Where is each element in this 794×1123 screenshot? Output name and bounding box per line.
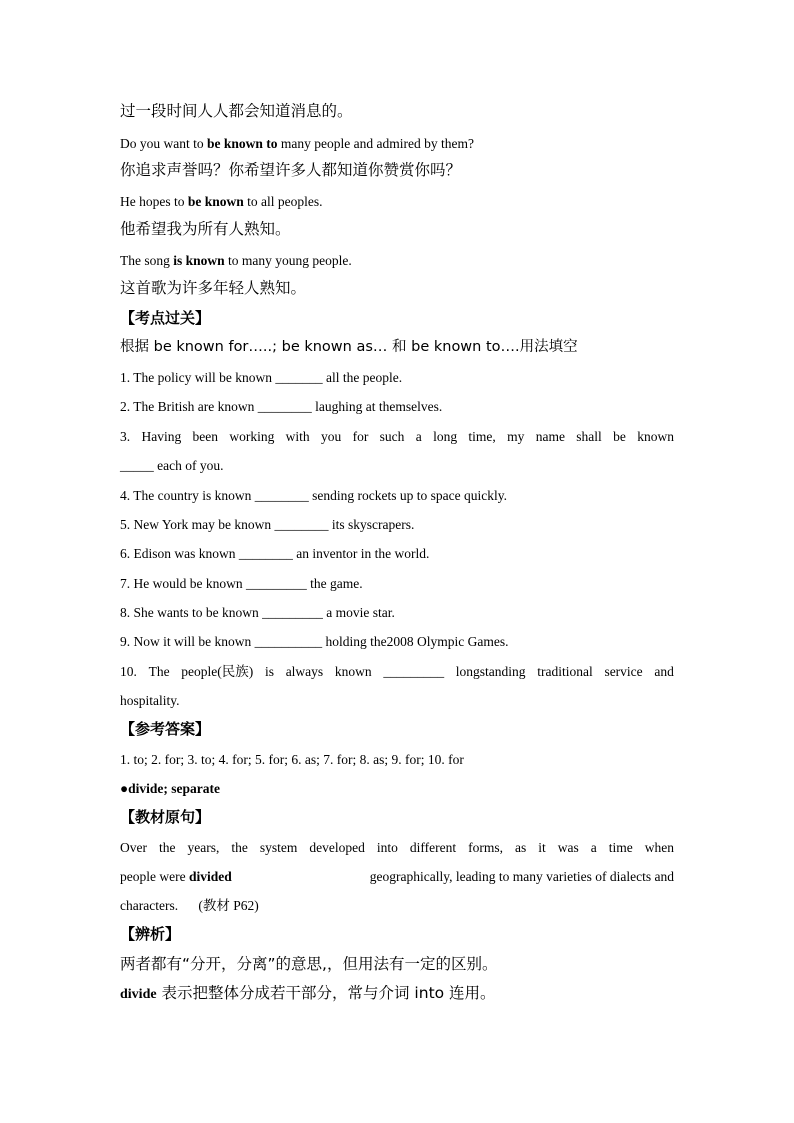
word: been	[192, 429, 219, 444]
practice-item: 8. She wants to be known _________ a movie star.	[120, 605, 395, 620]
word: known	[637, 429, 674, 444]
text-span: to many young people.	[224, 253, 352, 268]
word: Over	[120, 840, 147, 855]
section-heading-answers: 【参考答案】	[120, 720, 211, 738]
word: into	[376, 840, 398, 855]
bold-word: divide	[120, 987, 157, 1002]
practice-item: 9. Now it will be known __________ holding the2008 Olympic Games.	[120, 634, 509, 649]
text-span: He hopes to	[120, 194, 188, 209]
text-span: many people and admired by them?	[277, 136, 474, 151]
analysis-text	[120, 986, 496, 1002]
word: and	[654, 664, 674, 679]
text-span: Do you want to	[120, 136, 207, 151]
example-translation: 你追求声誉吗？你希望许多人都知道你赞赏你吗？	[120, 161, 462, 179]
word: for	[352, 429, 369, 444]
example-translation: 过一段时间人人都会知道消息的。	[120, 102, 353, 120]
word: developed	[309, 840, 365, 855]
word: was	[557, 840, 579, 855]
word: people(民族)	[181, 664, 254, 679]
textbook-sentence: characters. (教材 P62)	[120, 898, 259, 913]
word: when	[644, 840, 674, 855]
practice-item: 5. New York may be known ________ its skyscrapers.	[120, 517, 415, 532]
practice-item: 2. The British are known ________ laughing at themselves.	[120, 399, 443, 414]
word: _________	[383, 664, 445, 679]
word: Having	[141, 429, 182, 444]
practice-item: 7. He would be known _________ the game.	[120, 576, 363, 591]
word: The	[148, 664, 170, 679]
text-span: 表示把整体分成若干部分，常与介词 into 连用。	[156, 984, 496, 1002]
text-span: geographically, leading to many varieties of dialects and	[369, 869, 674, 884]
bold-phrase: be known	[187, 194, 244, 209]
word: known	[334, 664, 372, 679]
bold-phrase: is known	[173, 253, 225, 268]
word: forms,	[468, 840, 503, 855]
example-sentence	[120, 137, 474, 151]
word: the	[159, 840, 176, 855]
word: it	[538, 840, 546, 855]
word: a	[415, 429, 422, 444]
section-heading-textbook: 【教材原句】	[120, 808, 211, 826]
word: different	[409, 840, 457, 855]
vocab-title	[120, 782, 220, 796]
word: longstanding	[455, 664, 526, 679]
bullet-icon: ●	[120, 781, 129, 796]
practice-item: hospitality.	[120, 693, 180, 708]
bold-word: divided	[188, 869, 232, 884]
word: time,	[468, 429, 496, 444]
word: service	[604, 664, 643, 679]
word: the	[231, 840, 248, 855]
practice-item: 4. The country is known ________ sending rockets up to space quickly.	[120, 488, 507, 503]
analysis-text: 两者都有“分开，分离”的意思,，但用法有一定的区别。	[120, 955, 498, 973]
practice-item	[120, 430, 674, 444]
word: shall	[576, 429, 602, 444]
section-heading-practice: 【考点过关】	[120, 309, 211, 327]
word: system	[259, 840, 298, 855]
practice-item: _____ each of you.	[120, 458, 224, 473]
practice-item: 1. The policy will be known _______ all the people.	[120, 370, 403, 385]
example-translation: 这首歌为许多年轻人熟知。	[120, 279, 307, 297]
word: always	[285, 664, 324, 679]
textbook-sentence	[120, 870, 674, 884]
word: as	[514, 840, 527, 855]
word: a	[590, 840, 597, 855]
word: long	[433, 429, 458, 444]
text-span: The song	[120, 253, 174, 268]
textbook-sentence	[120, 841, 674, 855]
practice-instruction: 根据 be known for…..; be known as… 和 be known to….用法填空	[120, 339, 578, 355]
word: is	[264, 664, 274, 679]
word: name	[535, 429, 565, 444]
word: years,	[187, 840, 220, 855]
answer-key: 1. to; 2. for; 3. to; 4. for; 5. for; 6. as; 7. for; 8. as; 9. for; 10. for	[120, 752, 464, 767]
example-sentence	[120, 195, 323, 209]
practice-item: 6. Edison was known ________ an inventor in the world.	[120, 546, 430, 561]
bold-phrase: be known to	[207, 136, 278, 151]
vocab-words: divide; separate	[128, 781, 221, 796]
word: 3.	[120, 429, 131, 444]
practice-item	[120, 665, 674, 679]
example-sentence	[120, 254, 352, 268]
text-span	[120, 870, 232, 884]
example-translation: 他希望我为所有人熟知。	[120, 220, 291, 238]
text-span: people were	[120, 869, 189, 884]
word: working	[229, 429, 275, 444]
word: with	[285, 429, 310, 444]
word: time	[608, 840, 633, 855]
word: be	[613, 429, 626, 444]
word: traditional	[537, 664, 593, 679]
text-span: to all peoples.	[243, 194, 323, 209]
word: 10.	[120, 664, 137, 679]
word: you	[321, 429, 342, 444]
word: such	[379, 429, 405, 444]
section-heading-analysis: 【辨析】	[120, 925, 181, 943]
word: my	[507, 429, 525, 444]
